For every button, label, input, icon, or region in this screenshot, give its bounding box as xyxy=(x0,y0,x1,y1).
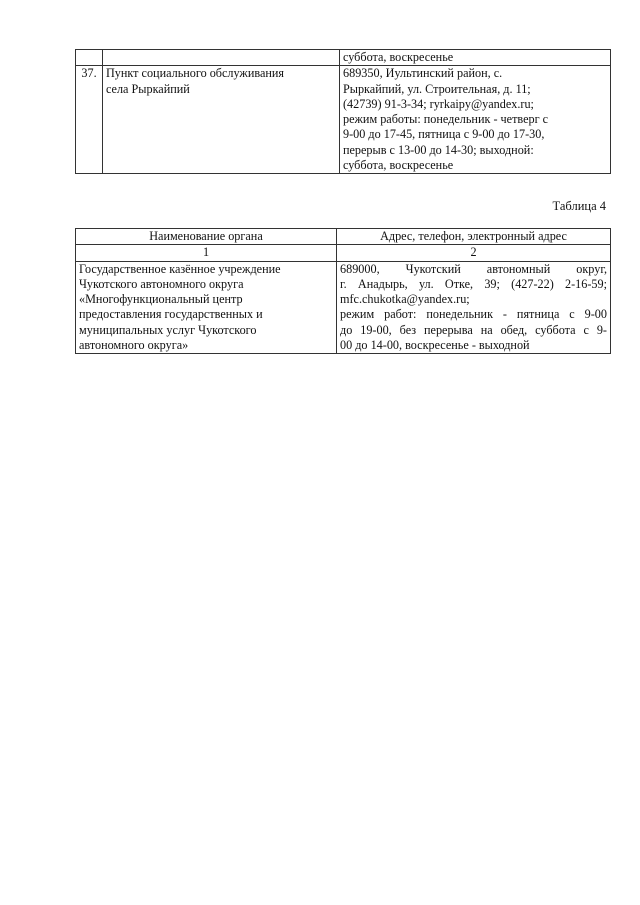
organization-name-cell xyxy=(76,261,337,354)
name-line: «Многофункциональный центр xyxy=(79,292,243,307)
column-number: 2 xyxy=(337,245,611,261)
address-line: 689350, Иультинский район, с. xyxy=(343,66,503,81)
name-line: Чукотского автономного округа xyxy=(79,276,244,291)
address-line: суббота, воскресенье xyxy=(343,158,454,173)
row-number-cell: 37. xyxy=(76,66,103,174)
table-caption: Таблица 4 xyxy=(552,199,606,213)
table-header-row xyxy=(76,229,611,245)
address-line: 00 до 14-00, воскресенье - выходной xyxy=(340,338,530,353)
address-line: режим работы: понедельник - четверг с xyxy=(343,112,549,127)
organization-name-cell xyxy=(103,66,340,174)
address-line: суббота, воскресенье xyxy=(343,50,454,64)
address-line: до 19-00, без перерыва на обед, суббота с 9- xyxy=(340,322,607,337)
address-cell xyxy=(340,66,611,174)
address-line: перерыв с 13-00 до 14-30; выходной: xyxy=(343,142,534,157)
column-number: 1 xyxy=(76,245,337,261)
table-row xyxy=(76,261,611,354)
column-numbers-row xyxy=(76,245,611,261)
mfc-table xyxy=(75,228,611,354)
address-cell xyxy=(337,261,611,354)
name-line: предоставления государственных и xyxy=(79,307,263,322)
address-cell xyxy=(340,50,611,66)
address-line: 9-00 до 17-45, пятница с 9-00 до 17-30, xyxy=(343,127,545,142)
name-line: Пункт социального обслуживания xyxy=(106,66,285,81)
table-row xyxy=(76,66,611,174)
row-number-cell xyxy=(76,50,103,66)
organization-name-cell xyxy=(103,50,340,66)
address-line: Рыркайпий, ул. Строительная, д. 11; xyxy=(343,81,531,96)
address-line: 689000, Чукотский автономный округ, xyxy=(340,261,607,276)
services-table-continued xyxy=(75,49,611,174)
name-line: автономного округа» xyxy=(79,338,189,353)
address-line: mfc.chukotka@yandex.ru; xyxy=(340,292,470,307)
address-line: г. Анадырь, ул. Отке, 39; (427-22) 2-16-59; xyxy=(340,276,607,291)
column-header-address: Адрес, телефон, электронный адрес xyxy=(337,229,611,245)
address-line: (42739) 91-3-34; ryrkaipy@yandex.ru; xyxy=(343,96,534,111)
column-header-name: Наименование органа xyxy=(76,229,337,245)
name-line: Государственное казённое учреждение xyxy=(79,261,281,276)
table-row xyxy=(76,50,611,66)
name-line: муниципальных услуг Чукотского xyxy=(79,322,257,337)
address-line: режим работ: понедельник - пятница с 9-00 xyxy=(340,307,607,322)
name-line: села Рыркайпий xyxy=(106,81,190,96)
